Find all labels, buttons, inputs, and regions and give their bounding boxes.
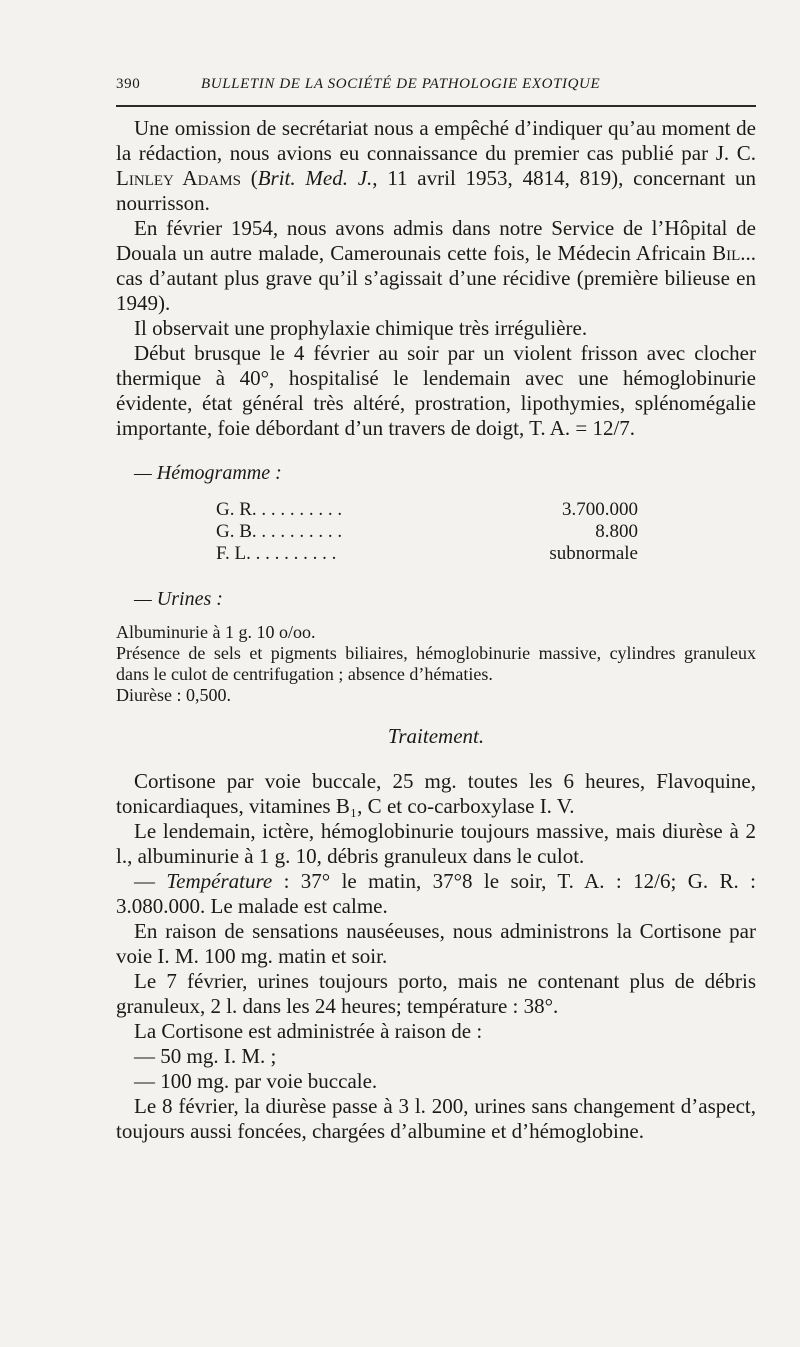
paragraph-prophylaxie: Il observait une prophylaxie chimique très irrégulière. [134,316,588,340]
urines-line: Présence de sels et pigments biliaires, hémoglobinurie massive, cylindres granuleux dans le culot de centrifugation ; absence d’hématies. [116,643,756,684]
paragraph-traitement: Cortisone par voie buccale, 25 mg. toutes les 6 heures, Flavoquine, tonicardiaques, vitamines B₁, C et co-carboxylase I. V. [116,769,756,818]
urines-line: Albuminurie à 1 g. 10 o/oo. [116,622,316,642]
hemogramme-table: G. R. . . . . . . . . . 3.700.000 G. B. . . . . . . . . . 8.800 F. L. . . . . . . . . . subnormale [216,499,638,564]
paragraph-admission: En février 1954, nous avons admis dans notre Service de l’Hôpital de Douala un autre malade, Camerounais cette fois, le Médecin Africain Bil... cas d’autant plus grave qu’il s’agissait d’une récidive (première bilieuse en 1949). [116,216,756,315]
paragraph-debut: Début brusque le 4 février au soir par un violent frisson avec clocher thermique à 40°, hospitalisé le lendemain avec une hémoglobinurie évidente, état général très altéré, prostration, lipothymies, splénomégalie importante, foie débordant d’un travers de doigt, T. A. = 12/7. [116,341,756,440]
journal-title: BULLETIN DE LA SOCIÉTÉ DE PATHOLOGIE EXOTIQUE [201,76,601,92]
paragraph-traitement: Le lendemain, ictère, hémoglobinurie toujours massive, mais diurèse à 2 l., albuminurie à 1 g. 10, débris granuleux dans le culot. [116,819,756,868]
paragraph-traitement: — 50 mg. I. M. ; [134,1044,277,1068]
paragraph-temperature: — Température : 37° le matin, 37°8 le soir, T. A. : 12/6; G. R. : 3.080.000. Le malade est calme. [116,869,757,918]
paragraph-omission: Une omission de secrétariat nous a empêché d’indiquer qu’au moment de la rédaction, nous avions eu connaissance du premier cas publié par J. C. Linley Adams (Brit. Med. J., 11 avril 1953, 4814, 819), concernant un nourrisson. [116,116,756,215]
temperature-label: Température [166,869,273,893]
hemogramme-heading: — Hémogramme : [134,462,282,484]
paragraph-traitement: En raison de sensations nauséeuses, nous administrons la Cortisone par voie I. M. 100 mg. matin et soir. [116,919,756,968]
paragraph-traitement: Le 7 février, urines toujours porto, mais ne contenant plus de débris granuleux, 2 l. dans les 24 heures; température : 38°. [116,969,756,1018]
paragraph-traitement: Le 8 février, la diurèse passe à 3 l. 200, urines sans changement d’aspect, toujours aussi foncées, chargées d’albumine et d’hémoglobine. [116,1094,756,1143]
traitement-heading: Traitement. [387,724,485,748]
header-rule [116,105,756,107]
article-body [116,116,756,1144]
urines-heading: — Urines : [134,588,223,610]
patient-name: Bil [712,241,741,265]
paragraph-traitement: — 100 mg. par voie buccale. [134,1069,378,1093]
urines-line: Diurèse : 0,500. [116,685,231,705]
page-number: 390 [116,76,141,92]
journal-reference: Brit. Med. J. [257,166,373,190]
author-name: Linley Adams [116,166,241,190]
paragraph-traitement: La Cortisone est administrée à raison de : [134,1019,483,1043]
urines-block [116,622,756,706]
